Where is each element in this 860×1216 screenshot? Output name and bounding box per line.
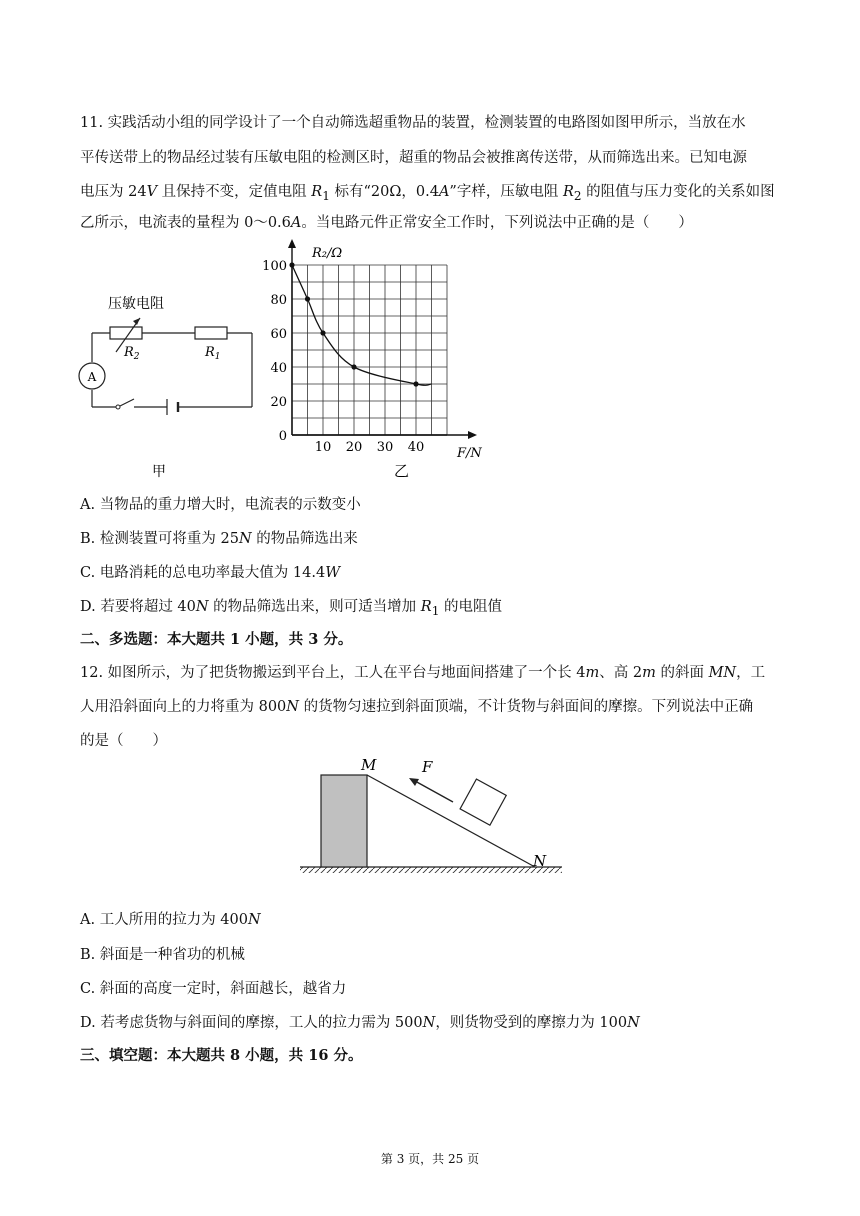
r2-label: $R_2$ [124, 345, 140, 362]
x-tick-label: 10 [314, 440, 332, 455]
q12-line-2: 人用沿斜面向上的力将重为 800N 的货物匀速拉到斜面顶端，不计货物与斜面间的摩擦。下列说法中正确 [80, 699, 754, 715]
q11-line-1: 11. 实践活动小组的同学设计了一个自动筛选超重物品的装置，检测装置的电路图如图甲所示，当放在水 [80, 115, 746, 131]
q12-option-c: C. 斜面的高度一定时，斜面越长，越省力 [80, 981, 347, 997]
data-point [289, 262, 294, 267]
section-heading-fill-in: 三、填空题：本大题共 8 小题，共 16 分。 [80, 1047, 363, 1064]
switch [120, 399, 134, 406]
y-tick-label: 20 [270, 395, 287, 410]
x-axis-arrow [468, 431, 477, 439]
q11-line-3: 电压为 24V 且保持不变，定值电阻 $R_1$ 标有“20Ω，0.4A”字样，压敏电阻 $R_2$ 的阻值与压力变化的关系如图 [80, 184, 775, 203]
q11-line-4: 乙所示，电流表的量程为 0～0.6A。当电路元件正常安全工作时，下列说法中正确的是（ ） [80, 215, 693, 231]
circuit-caption: 甲 [152, 464, 166, 480]
y-axis-arrow [288, 239, 296, 248]
point-m-label: M [361, 756, 377, 774]
q11-option-b: B. 检测装置可将重为 25N 的物品筛选出来 [80, 531, 358, 547]
y-tick-label: 80 [270, 293, 287, 308]
platform [321, 775, 367, 867]
r1-resistor [195, 327, 227, 339]
point-n-label: N [533, 852, 547, 870]
y-tick-label: 60 [270, 327, 287, 342]
q12-option-d: D. 若考虑货物与斜面间的摩擦，工人的拉力需为 500N，则货物受到的摩擦力为 100N [80, 1015, 640, 1031]
graph-caption: 乙 [394, 462, 410, 480]
ground-hatching [300, 867, 562, 873]
force-arrow [415, 781, 453, 802]
q12-option-b: B. 斜面是一种省功的机械 [80, 947, 245, 963]
data-point [320, 330, 325, 335]
y-tick-label: 100 [262, 259, 287, 274]
q11-line-2: 平传送带上的物品经过装有压敏电阻的检测区时，超重的物品会被推离传送带，从而筛选出来。已知电源 [80, 150, 747, 166]
q12-line-3: 的是（ ） [80, 733, 167, 749]
x-tick-label: 20 [345, 440, 363, 455]
resistance-force-graph [262, 240, 510, 485]
q11-option-c: C. 电路消耗的总电功率最大值为 14.4W [80, 565, 341, 581]
svg-text:A: A [87, 370, 97, 384]
data-point [351, 364, 356, 369]
incline-diagram [295, 755, 570, 880]
q11-option-d: D. 若要将超过 40N 的物品筛选出来，则可适当增加 $R_1$ 的电阻值 [80, 599, 503, 618]
circuit-diagram [70, 280, 270, 480]
q11-option-a: A. 当物品的重力增大时，电流表的示数变小 [80, 497, 361, 513]
x-tick-label: 30 [376, 440, 394, 455]
q12-option-a: A. 工人所用的拉力为 400N [80, 912, 261, 928]
x-tick-label: 40 [407, 440, 425, 455]
data-point [413, 381, 418, 386]
r1-label: $R_1$ [205, 345, 221, 362]
x-axis-label: F/N [457, 446, 482, 461]
page-footer: 第 3 页，共 25 页 [380, 1152, 480, 1166]
q12-line-1: 12. 如图所示，为了把货物搬运到平台上，工人在平台与地面间搭建了一个长 4m、高 2m 的斜面 MN，工 [80, 665, 766, 681]
data-point [305, 296, 310, 301]
force-f-label: F [422, 758, 433, 776]
y-tick-label: 40 [270, 361, 287, 376]
pressure-resistor-label: 压敏电阻 [108, 296, 164, 312]
incline-mn [367, 775, 535, 867]
y-axis-label: R₂/Ω [312, 246, 343, 261]
cargo-box [460, 779, 506, 825]
y-tick-label: 0 [278, 429, 287, 444]
section-heading-multiple-choice: 二、多选题：本大题共 1 小题，共 3 分。 [80, 631, 353, 648]
